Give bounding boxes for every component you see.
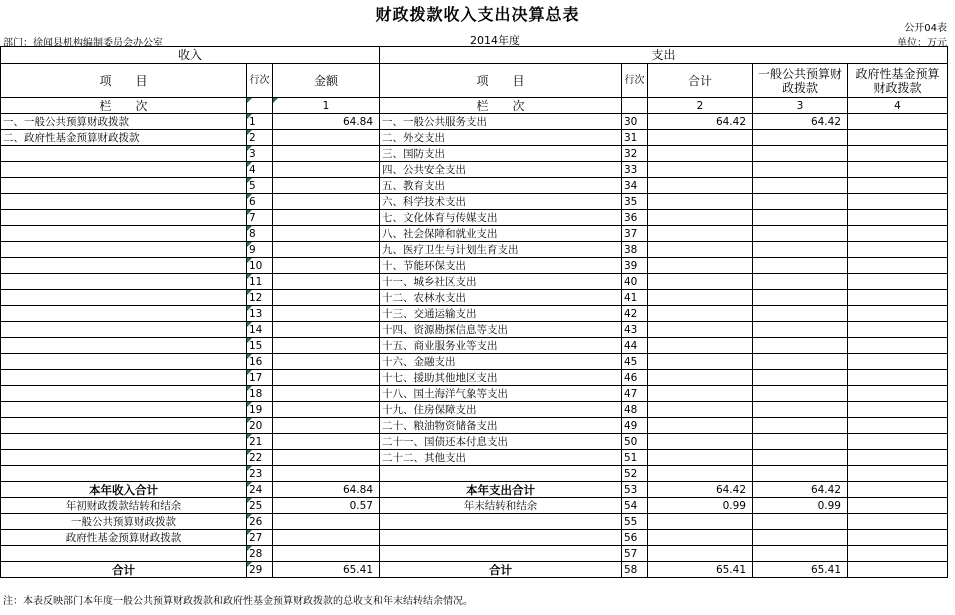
expense-total: [648, 370, 753, 386]
expense-total: [648, 162, 753, 178]
income-line-no: 7: [247, 210, 273, 226]
income-line-no: 18: [247, 386, 273, 402]
expense-line-no: 49: [622, 418, 648, 434]
income-line-no: 17: [247, 370, 273, 386]
table-row: [1, 434, 948, 450]
expense-item: 十三、交通运输支出: [380, 306, 622, 322]
income-amount: [273, 162, 380, 178]
expense-item: 四、公共安全支出: [380, 162, 622, 178]
expense-general-budget: [753, 210, 848, 226]
expense-fund-budget: [848, 274, 948, 290]
expense-total: [648, 146, 753, 162]
expense-general-budget: [753, 450, 848, 466]
expense-total: [648, 178, 753, 194]
expense-total: [648, 210, 753, 226]
expense-total: [648, 290, 753, 306]
expense-general-budget: [753, 546, 848, 562]
expense-summary-item: [380, 530, 622, 546]
expense-line-no: 32: [622, 146, 648, 162]
income-amount: [273, 210, 380, 226]
expense-general-budget: [753, 434, 848, 450]
expense-line-no: 58: [622, 562, 648, 578]
income-amount: [273, 322, 380, 338]
expense-item: 五、教育支出: [380, 178, 622, 194]
expense-item: 六、科学技术支出: [380, 194, 622, 210]
income-column-label: 栏 次: [1, 98, 247, 114]
expense-line-no: 56: [622, 530, 648, 546]
table-row: [1, 306, 948, 322]
fiscal-summary-table: [0, 46, 948, 578]
expense-item-header: 项 目: [380, 64, 622, 98]
expense-general-budget: [753, 530, 848, 546]
expense-fund-budget: [848, 546, 948, 562]
expense-column-label: 栏 次: [380, 98, 622, 114]
income-amount: [273, 546, 380, 562]
col-number-2: 2: [648, 98, 753, 114]
income-line-no: 5: [247, 178, 273, 194]
col-number-3: 3: [753, 98, 848, 114]
table-row: [1, 402, 948, 418]
income-line-no: 12: [247, 290, 273, 306]
expense-total: 64.42: [648, 114, 753, 130]
income-line-no: 6: [247, 194, 273, 210]
income-amount: 64.84: [273, 114, 380, 130]
expense-total: 65.41: [648, 562, 753, 578]
income-line-no: 26: [247, 514, 273, 530]
income-item: 一、一般公共预算财政拨款: [1, 114, 247, 130]
income-section-header: 收入: [1, 47, 380, 64]
income-amount: [273, 386, 380, 402]
table-row: [1, 130, 948, 146]
income-line-no: 20: [247, 418, 273, 434]
expense-fund-budget: [848, 418, 948, 434]
col-number-1: 1: [273, 98, 380, 114]
income-item: [1, 370, 247, 386]
expense-general-budget: [753, 130, 848, 146]
expense-total: [648, 514, 753, 530]
income-line-no: 1: [247, 114, 273, 130]
expense-fund-budget: [848, 178, 948, 194]
expense-total: 64.42: [648, 482, 753, 498]
expense-fund-budget: [848, 194, 948, 210]
expense-general-budget: 64.42: [753, 114, 848, 130]
expense-line-no: 46: [622, 370, 648, 386]
expense-fund-budget: [848, 130, 948, 146]
expense-item: 十七、援助其他地区支出: [380, 370, 622, 386]
col-number-4: 4: [848, 98, 948, 114]
expense-general-budget: [753, 146, 848, 162]
expense-fund-budget: [848, 114, 948, 130]
expense-general-budget: [753, 162, 848, 178]
expense-item: 二十、粮油物资储备支出: [380, 418, 622, 434]
income-item: [1, 338, 247, 354]
expense-line-no: 54: [622, 498, 648, 514]
summary-row: [1, 530, 948, 546]
expense-general-budget: [753, 402, 848, 418]
expense-fund-budget: [848, 306, 948, 322]
income-line-no: 13: [247, 306, 273, 322]
income-amount: [273, 402, 380, 418]
expense-total: [648, 338, 753, 354]
income-item: [1, 402, 247, 418]
income-line-no: 16: [247, 354, 273, 370]
expense-fund-budget: [848, 562, 948, 578]
expense-general-budget: [753, 514, 848, 530]
expense-total: [648, 402, 753, 418]
income-line-no: 23: [247, 466, 273, 482]
expense-item: 二、外交支出: [380, 130, 622, 146]
income-amount: [273, 274, 380, 290]
table-row: [1, 386, 948, 402]
expense-general-budget: [753, 338, 848, 354]
income-line-no: 8: [247, 226, 273, 242]
table-row: [1, 338, 948, 354]
income-summary-item: 年初财政拨款结转和结余: [1, 498, 247, 514]
footnote: 注：本表反映部门本年度一般公共预算财政拨款和政府性基金预算财政拨款的总收支和年末结转结余情况。: [3, 596, 473, 607]
expense-line-no: 55: [622, 514, 648, 530]
expense-line-no: 50: [622, 434, 648, 450]
expense-fund-budget: [848, 466, 948, 482]
expense-total: [648, 450, 753, 466]
expense-line-no: 33: [622, 162, 648, 178]
expense-general-budget: [753, 354, 848, 370]
table-row: [1, 210, 948, 226]
income-amount: [273, 450, 380, 466]
table-row: [1, 258, 948, 274]
expense-item: 二十二、其他支出: [380, 450, 622, 466]
income-item: [1, 386, 247, 402]
income-item: [1, 274, 247, 290]
expense-general-budget: [753, 290, 848, 306]
income-item: [1, 210, 247, 226]
income-amount: [273, 226, 380, 242]
income-item: [1, 162, 247, 178]
income-amount: [273, 434, 380, 450]
expense-item: 十六、金融支出: [380, 354, 622, 370]
expense-fund-budget: [848, 146, 948, 162]
expense-line-no: 45: [622, 354, 648, 370]
year-label: 2014年度: [470, 34, 520, 47]
expense-line-no: 39: [622, 258, 648, 274]
income-line-no: 28: [247, 546, 273, 562]
table-row: [1, 226, 948, 242]
expense-summary-item: 本年支出合计: [380, 482, 622, 498]
income-line-no: 9: [247, 242, 273, 258]
income-amount: [273, 514, 380, 530]
income-item: [1, 242, 247, 258]
income-amount: [273, 194, 380, 210]
income-line-no: 15: [247, 338, 273, 354]
expense-fund-budget: [848, 162, 948, 178]
expense-total: [648, 258, 753, 274]
expense-total: [648, 242, 753, 258]
expense-line-no: 36: [622, 210, 648, 226]
expense-line-no: 31: [622, 130, 648, 146]
income-item: [1, 258, 247, 274]
income-amount: [273, 290, 380, 306]
income-item: [1, 146, 247, 162]
expense-line-no: 42: [622, 306, 648, 322]
expense-line-no: 35: [622, 194, 648, 210]
income-amount: [273, 530, 380, 546]
expense-item: 二十一、国债还本付息支出: [380, 434, 622, 450]
income-amount: [273, 146, 380, 162]
expense-line-no: 40: [622, 274, 648, 290]
expense-item: 九、医疗卫生与计划生育支出: [380, 242, 622, 258]
expense-total: [648, 546, 753, 562]
expense-fund-budget: [848, 482, 948, 498]
expense-fund-budget: [848, 370, 948, 386]
expense-item: 十五、商业服务业等支出: [380, 338, 622, 354]
income-summary-item: 合计: [1, 562, 247, 578]
table-row: [1, 146, 948, 162]
income-amount: [273, 258, 380, 274]
expense-general-budget: 65.41: [753, 562, 848, 578]
income-line-header: 行次: [247, 64, 273, 98]
table-row: [1, 322, 948, 338]
expense-total: [648, 194, 753, 210]
expense-general-budget: 0.99: [753, 498, 848, 514]
income-line-no: 4: [247, 162, 273, 178]
expense-fund-budget: [848, 210, 948, 226]
expense-general-budget: [753, 242, 848, 258]
expense-fund-budget: [848, 290, 948, 306]
table-row: [1, 290, 948, 306]
income-item: [1, 290, 247, 306]
expense-total: 0.99: [648, 498, 753, 514]
general-budget-header: 一般公共预算财政拨款: [753, 64, 848, 98]
income-item: [1, 466, 247, 482]
income-line-no: 19: [247, 402, 273, 418]
expense-fund-budget: [848, 322, 948, 338]
income-item-header: 项 目: [1, 64, 247, 98]
expense-total: [648, 226, 753, 242]
expense-line-no: 52: [622, 466, 648, 482]
expense-general-budget: [753, 226, 848, 242]
income-summary-item: 本年收入合计: [1, 482, 247, 498]
expense-general-budget: 64.42: [753, 482, 848, 498]
expense-line-no: 48: [622, 402, 648, 418]
table-row: [1, 178, 948, 194]
expense-line-cell: [622, 98, 648, 114]
expense-line-no: 57: [622, 546, 648, 562]
expense-line-no: 38: [622, 242, 648, 258]
expense-fund-budget: [848, 338, 948, 354]
income-line-no: 27: [247, 530, 273, 546]
income-summary-item: 一般公共预算财政拨款: [1, 514, 247, 530]
income-line-no: 25: [247, 498, 273, 514]
expense-general-budget: [753, 306, 848, 322]
expense-general-budget: [753, 370, 848, 386]
expense-fund-budget: [848, 450, 948, 466]
income-line-cell: [247, 98, 273, 114]
income-item: [1, 178, 247, 194]
expense-fund-budget: [848, 434, 948, 450]
income-item: [1, 226, 247, 242]
table-row: [1, 194, 948, 210]
expense-total-header: 合计: [648, 64, 753, 98]
table-row: [1, 274, 948, 290]
expense-item: 十四、资源勘探信息等支出: [380, 322, 622, 338]
expense-item: [380, 466, 622, 482]
expense-total: [648, 530, 753, 546]
income-item: 二、政府性基金预算财政拨款: [1, 130, 247, 146]
expense-fund-budget: [848, 530, 948, 546]
summary-row: [1, 514, 948, 530]
expense-item: 十九、住房保障支出: [380, 402, 622, 418]
table-row: [1, 114, 948, 130]
table-row: [1, 242, 948, 258]
income-amount: [273, 306, 380, 322]
expense-section-header: 支出: [380, 47, 948, 64]
income-amount: [273, 418, 380, 434]
income-amount: 0.57: [273, 498, 380, 514]
expense-general-budget: [753, 178, 848, 194]
income-summary-item: [1, 546, 247, 562]
income-amount-header: 金额: [273, 64, 380, 98]
expense-line-no: 37: [622, 226, 648, 242]
income-item: [1, 450, 247, 466]
expense-fund-budget: [848, 498, 948, 514]
income-line-no: 21: [247, 434, 273, 450]
expense-item: 十二、农林水支出: [380, 290, 622, 306]
expense-general-budget: [753, 418, 848, 434]
unit-label: 单位：万元: [897, 38, 947, 49]
income-amount: [273, 242, 380, 258]
expense-general-budget: [753, 274, 848, 290]
expense-line-no: 43: [622, 322, 648, 338]
income-line-no: 2: [247, 130, 273, 146]
expense-line-no: 53: [622, 482, 648, 498]
expense-general-budget: [753, 466, 848, 482]
income-item: [1, 434, 247, 450]
income-amount: [273, 338, 380, 354]
expense-fund-budget: [848, 258, 948, 274]
income-item: [1, 322, 247, 338]
expense-total: [648, 306, 753, 322]
expense-total: [648, 386, 753, 402]
expense-total: [648, 418, 753, 434]
expense-line-no: 47: [622, 386, 648, 402]
income-line-no: 11: [247, 274, 273, 290]
income-line-no: 10: [247, 258, 273, 274]
expense-total: [648, 466, 753, 482]
expense-general-budget: [753, 322, 848, 338]
expense-general-budget: [753, 386, 848, 402]
expense-item: 三、国防支出: [380, 146, 622, 162]
income-line-no: 24: [247, 482, 273, 498]
income-line-no: 22: [247, 450, 273, 466]
expense-item: 一、一般公共服务支出: [380, 114, 622, 130]
expense-fund-budget: [848, 354, 948, 370]
expense-line-no: 44: [622, 338, 648, 354]
income-amount: 64.84: [273, 482, 380, 498]
expense-line-no: 30: [622, 114, 648, 130]
table-row: [1, 450, 948, 466]
expense-total: [648, 322, 753, 338]
expense-general-budget: [753, 194, 848, 210]
expense-item: 十一、城乡社区支出: [380, 274, 622, 290]
income-item: [1, 194, 247, 210]
expense-total: [648, 274, 753, 290]
income-line-no: 3: [247, 146, 273, 162]
income-item: [1, 418, 247, 434]
summary-row: [1, 562, 948, 578]
income-item: [1, 354, 247, 370]
summary-row: [1, 498, 948, 514]
expense-fund-budget: [848, 402, 948, 418]
income-amount: 65.41: [273, 562, 380, 578]
table-row: [1, 466, 948, 482]
expense-line-no: 34: [622, 178, 648, 194]
expense-item: 八、社会保障和就业支出: [380, 226, 622, 242]
income-item: [1, 306, 247, 322]
table-row: [1, 418, 948, 434]
summary-row: [1, 546, 948, 562]
expense-fund-budget: [848, 386, 948, 402]
expense-line-header: 行次: [622, 64, 648, 98]
expense-summary-item: [380, 546, 622, 562]
expense-total: [648, 434, 753, 450]
income-summary-item: 政府性基金预算财政拨款: [1, 530, 247, 546]
income-amount: [273, 178, 380, 194]
expense-item: 十八、国土海洋气象等支出: [380, 386, 622, 402]
fund-budget-header: 政府性基金预算财政拨款: [848, 64, 948, 98]
department-label: 部门：徐闻县机构编制委员会办公室: [3, 38, 163, 49]
income-amount: [273, 354, 380, 370]
expense-fund-budget: [848, 514, 948, 530]
expense-line-no: 51: [622, 450, 648, 466]
income-amount: [273, 466, 380, 482]
income-line-no: 14: [247, 322, 273, 338]
table-row: [1, 370, 948, 386]
expense-summary-item: [380, 514, 622, 530]
expense-item: 七、文化体育与传媒支出: [380, 210, 622, 226]
table-row: [1, 354, 948, 370]
expense-line-no: 41: [622, 290, 648, 306]
expense-fund-budget: [848, 242, 948, 258]
report-title: 财政拨款收入支出决算总表: [375, 5, 580, 24]
form-code: 公开04表: [904, 23, 947, 34]
expense-item: 十、节能环保支出: [380, 258, 622, 274]
expense-total: [648, 130, 753, 146]
expense-summary-item: 年末结转和结余: [380, 498, 622, 514]
table-row: [1, 162, 948, 178]
expense-fund-budget: [848, 226, 948, 242]
income-line-no: 29: [247, 562, 273, 578]
expense-total: [648, 354, 753, 370]
summary-row: [1, 482, 948, 498]
expense-summary-item: 合计: [380, 562, 622, 578]
income-amount: [273, 130, 380, 146]
expense-general-budget: [753, 258, 848, 274]
income-amount: [273, 370, 380, 386]
